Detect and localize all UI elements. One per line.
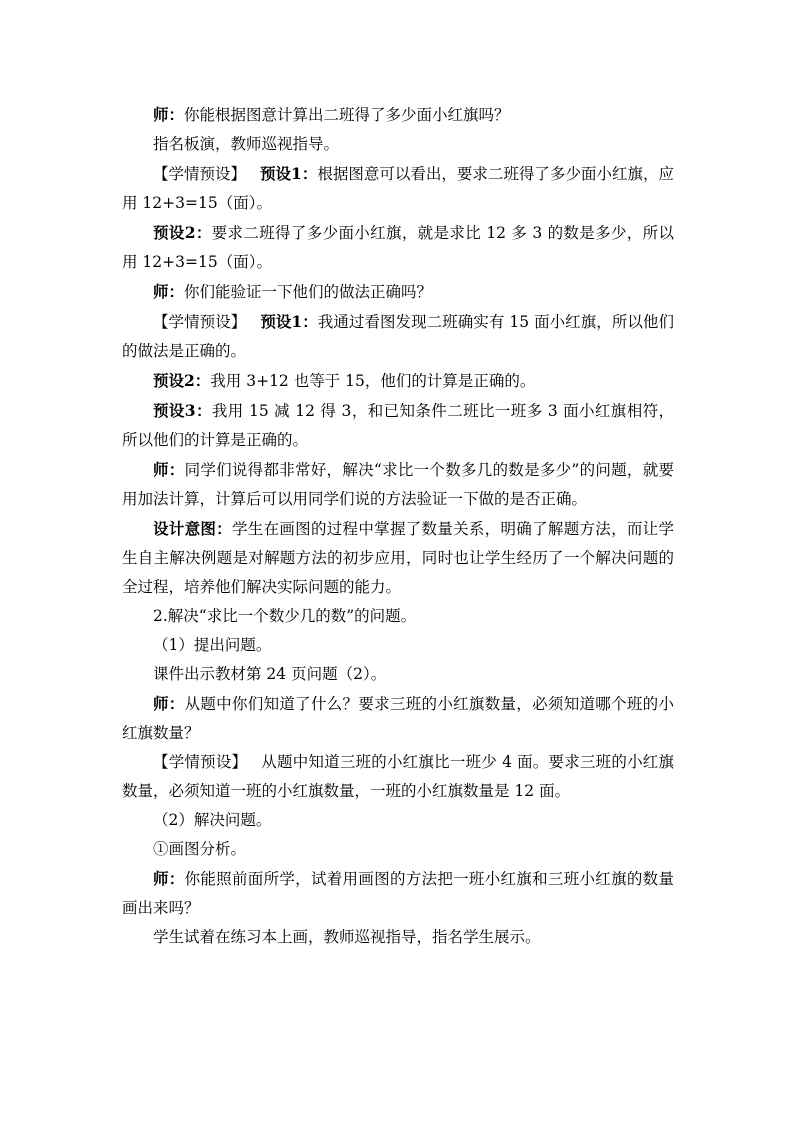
paragraph-text: 2.解决“求比一个数少几的数”的问题。	[153, 607, 417, 625]
section-tag: 【学情预设】	[153, 165, 247, 183]
paragraph	[122, 307, 674, 366]
speaker-label: 师：	[153, 694, 185, 713]
preset-label: 预设2：	[153, 223, 212, 242]
speaker-label: 师：	[153, 282, 185, 301]
paragraph-text: 你能根据图意计算出二班得了多少面小红旗吗？	[184, 106, 510, 124]
paragraph-text: 从题中你们知道了什么？要求三班的小红旗数量，必须知道哪个班的小红旗数量？	[122, 695, 674, 742]
paragraph	[122, 366, 674, 396]
paragraph-text: 我通过看图发现二班确实有 15 面小红旗，所以他们的做法是正确的。	[122, 313, 674, 360]
preset-label: 预设3：	[153, 401, 212, 420]
section-tag: 【学情预设】	[153, 753, 248, 771]
preset-label: 预设1：	[260, 164, 318, 183]
paragraph-text: 课件出示教材第 24 页问题（2）。	[153, 665, 387, 683]
paragraph	[122, 602, 674, 631]
speaker-label: 师：	[153, 105, 185, 124]
lesson-plan-body	[122, 100, 674, 952]
paragraph	[122, 864, 674, 923]
paragraph	[122, 277, 674, 307]
paragraph-text: 我用 3+12 也等于 15，他们的计算是正确的。	[210, 372, 536, 390]
paragraph	[122, 130, 674, 159]
paragraph	[122, 100, 674, 130]
paragraph-text: 指名板演，教师巡视指导。	[153, 135, 340, 153]
preset-label: 预设2：	[153, 371, 211, 390]
paragraph-text: ①画图分析。	[153, 840, 247, 858]
paragraph	[122, 455, 674, 514]
paragraph	[122, 806, 674, 835]
paragraph	[122, 835, 674, 864]
paragraph	[122, 218, 674, 277]
paragraph-text: 我用 15 减 12 得 3，和已知条件二班比一班多 3 面小红旗相符，所以他们的计算是正确的。	[122, 402, 674, 449]
paragraph	[122, 159, 674, 218]
paragraph	[122, 514, 674, 602]
paragraph	[122, 660, 674, 689]
paragraph-text: 学生试着在练习本上画，教师巡视指导，指名学生展示。	[153, 928, 541, 946]
paragraph-text: 你们能验证一下他们的做法正确吗？	[184, 283, 433, 301]
paragraph	[122, 689, 674, 748]
paragraph-text: 要求二班得了多少面小红旗，就是求比 12 多 3 的数是多少，所以用 12+3=15（面）。	[122, 224, 674, 271]
paragraph	[122, 631, 674, 660]
paragraph-text: （1）提出问题。	[153, 636, 272, 654]
paragraph	[122, 396, 674, 455]
paragraph	[122, 748, 674, 806]
preset-label: 预设1：	[260, 312, 318, 331]
paragraph-text: 从题中知道三班的小红旗比一班少 4 面。要求三班的小红旗数量，必须知道一班的小红旗数量，一班的小红旗数量是 12 面。	[122, 753, 674, 800]
paragraph	[122, 923, 674, 952]
paragraph-text: 你能照前面所学，试着用画图的方法把一班小红旗和三班小红旗的数量画出来吗？	[122, 870, 674, 917]
speaker-label: 师：	[153, 460, 185, 479]
section-tag: 【学情预设】	[153, 313, 247, 331]
speaker-label: 师：	[153, 869, 185, 888]
paragraph-text: 同学们说得都非常好，解决“求比一个数多几的数是多少”的问题，就要用加法计算，计算后可以用同学们说的方法验证一下做的是否正确。	[122, 461, 674, 508]
paragraph-text: 根据图意可以看出，要求二班得了多少面小红旗，应用 12+3=15（面）。	[122, 165, 674, 212]
design-intent-label: 设计意图：	[153, 519, 232, 538]
paragraph-text: 学生在画图的过程中掌握了数量关系，明确了解题方法，而让学生自主解决例题是对解题方法的初步应用，同时也让学生经历了一个解决问题的全过程，培养他们解决实际问题的能力。	[122, 520, 674, 596]
paragraph-text: （2）解决问题。	[153, 811, 272, 829]
